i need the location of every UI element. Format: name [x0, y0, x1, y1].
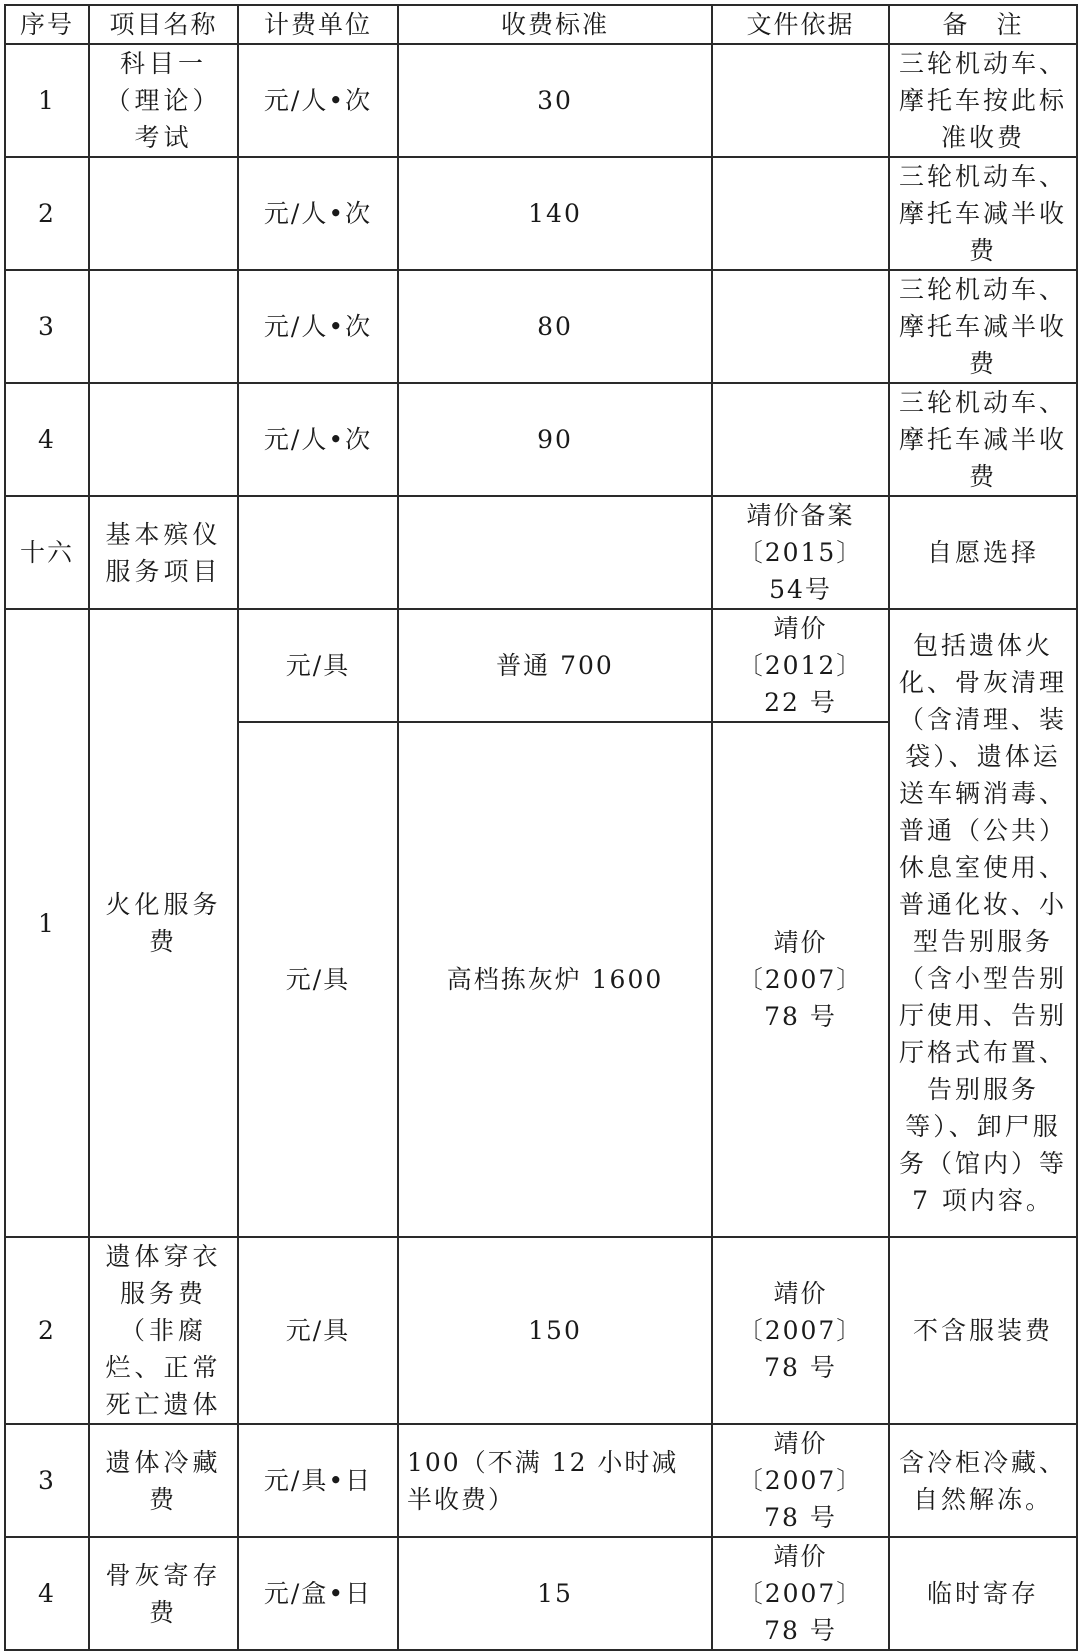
row-number: 4 [5, 383, 89, 496]
remark: 三轮机动车、摩托车减半收费 [889, 157, 1077, 270]
document-basis: 靖价〔2012〕22 号 [712, 609, 889, 722]
row-number: 3 [5, 1424, 89, 1537]
remark: 三轮机动车、摩托车减半收费 [889, 270, 1077, 383]
billing-unit: 元/具 [238, 609, 398, 722]
section-name: 基本殡仪服务项目 [89, 496, 238, 609]
table-row [5, 609, 1077, 722]
item-name: 遗体穿衣服务费（非腐烂、正常死亡遗体 [89, 1237, 238, 1424]
table-row [5, 1424, 1077, 1537]
billing-unit: 元/具•日 [238, 1424, 398, 1537]
header-row [5, 5, 1077, 44]
table-row [5, 383, 1077, 496]
table-row [5, 157, 1077, 270]
document-basis: 靖价〔2007〕78 号 [712, 1537, 889, 1650]
document-basis: 靖价〔2007〕78 号 [712, 1424, 889, 1537]
billing-unit: 元/具 [238, 1237, 398, 1424]
billing-unit: 元/人•次 [238, 383, 398, 496]
row-number: 2 [5, 157, 89, 270]
item-name [89, 157, 238, 270]
document-basis: 靖价备案〔2015〕54号 [712, 496, 889, 609]
remark: 不含服装费 [889, 1237, 1077, 1424]
row-number: 2 [5, 1237, 89, 1424]
table-row [5, 44, 1077, 157]
fee-standard [398, 496, 712, 609]
table-row [5, 1237, 1077, 1424]
billing-unit: 元/人•次 [238, 157, 398, 270]
document-basis [712, 44, 889, 157]
section-row [5, 496, 1077, 609]
fee-standard: 15 [398, 1537, 712, 1650]
fee-standard: 普通 700 [398, 609, 712, 722]
row-number: 4 [5, 1537, 89, 1650]
document-basis [712, 270, 889, 383]
billing-unit: 元/盒•日 [238, 1537, 398, 1650]
header-cell: 序号 [5, 5, 89, 44]
remark: 含冷柜冷藏、自然解冻。 [889, 1424, 1077, 1537]
item-name [89, 270, 238, 383]
remark: 临时寄存 [889, 1537, 1077, 1650]
table-row [5, 270, 1077, 383]
billing-unit [238, 496, 398, 609]
header-cell: 备 注 [889, 5, 1077, 44]
table-row [5, 1537, 1077, 1650]
fee-table [4, 4, 1078, 1651]
row-number: 1 [5, 44, 89, 157]
document-basis: 靖价〔2007〕78 号 [712, 1237, 889, 1424]
item-name: 骨灰寄存费 [89, 1537, 238, 1650]
billing-unit: 元/人•次 [238, 44, 398, 157]
header-cell: 项目名称 [89, 5, 238, 44]
section-number: 十六 [5, 496, 89, 609]
document-basis [712, 157, 889, 270]
row-number: 3 [5, 270, 89, 383]
fee-standard: 150 [398, 1237, 712, 1424]
remark: 自愿选择 [889, 496, 1077, 609]
item-name: 遗体冷藏费 [89, 1424, 238, 1537]
billing-unit: 元/具 [238, 722, 398, 1237]
header-cell: 文件依据 [712, 5, 889, 44]
document-basis [712, 383, 889, 496]
fee-standard: 140 [398, 157, 712, 270]
header-cell: 计费单位 [238, 5, 398, 44]
item-name: 科目一（理论）考试 [89, 44, 238, 157]
row-number: 1 [5, 609, 89, 1237]
fee-standard: 高档拣灰炉 1600 [398, 722, 712, 1237]
fee-standard: 30 [398, 44, 712, 157]
item-name: 火化服务费 [89, 609, 238, 1237]
fee-standard: 80 [398, 270, 712, 383]
remark: 三轮机动车、摩托车减半收费 [889, 383, 1077, 496]
fee-standard: 100（不满 12 小时减半收费） [398, 1424, 712, 1537]
document-basis: 靖价〔2007〕78 号 [712, 722, 889, 1237]
billing-unit: 元/人•次 [238, 270, 398, 383]
fee-standard: 90 [398, 383, 712, 496]
remark: 包括遗体火化、骨灰清理（含清理、装袋）、遗体运送车辆消毒、普通（公共）休息室使用、普通化妆、小型告别服务（含小型告别厅使用、告别厅格式布置、告别服务等）、卸尸服务（馆内）等 7 项内容。 [889, 609, 1077, 1237]
remark: 三轮机动车、摩托车按此标准收费 [889, 44, 1077, 157]
item-name [89, 383, 238, 496]
header-cell: 收费标准 [398, 5, 712, 44]
